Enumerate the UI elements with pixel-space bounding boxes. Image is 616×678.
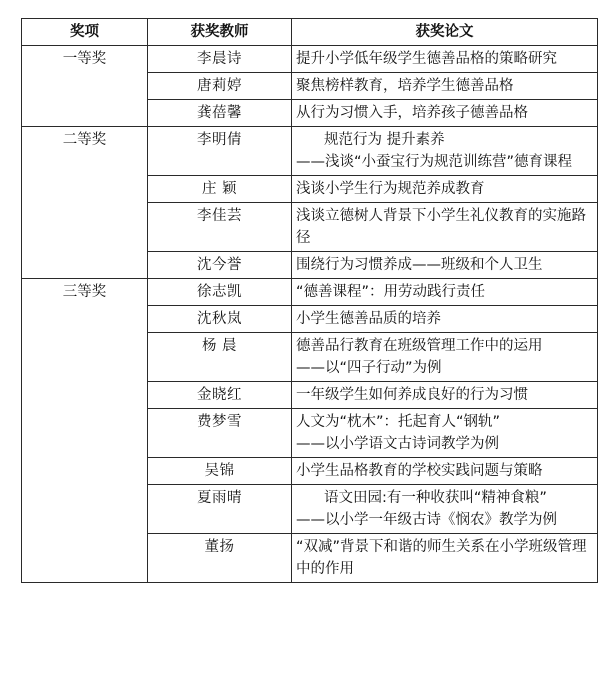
- paper-title-line: 规范行为 提升素养: [324, 132, 445, 148]
- header-paper: 获奖论文: [292, 19, 598, 46]
- header-award: 奖项: [22, 19, 148, 46]
- paper-title-line: “德善课程”：用劳动践行责任: [296, 284, 486, 300]
- paper-cell: [292, 100, 598, 127]
- paper-title-line: 人文为“枕木”：托起育人“钢轨”: [296, 414, 501, 430]
- award-level-cell: 三等奖: [22, 279, 148, 583]
- paper-cell: [292, 203, 598, 252]
- paper-cell: [292, 127, 598, 176]
- teacher-cell: 庄 颖: [148, 176, 292, 203]
- paper-cell: [292, 458, 598, 485]
- paper-title-line: ——以小学语文古诗词教学为例: [296, 436, 499, 452]
- teacher-cell: 董扬: [148, 534, 292, 583]
- award-level-cell: 一等奖: [22, 46, 148, 127]
- teacher-cell: 李佳芸: [148, 203, 292, 252]
- paper-title-line: 小学生品格教育的学校实践问题与策略: [296, 463, 543, 479]
- teacher-cell: 沈今誉: [148, 252, 292, 279]
- paper-cell: [292, 409, 598, 458]
- paper-title-line: ——浅谈“小蚕宝行为规范训练营”德育课程: [296, 154, 573, 170]
- header-teacher: 获奖教师: [148, 19, 292, 46]
- teacher-cell: 李明倩: [148, 127, 292, 176]
- paper-title-line: 德善品行教育在班级管理工作中的运用: [296, 338, 543, 354]
- award-table-body: [22, 46, 598, 583]
- teacher-cell: 沈秋岚: [148, 306, 292, 333]
- paper-title-line: ——以小学一年级古诗《悯农》教学为例: [296, 512, 557, 528]
- paper-cell: [292, 252, 598, 279]
- table-row: [22, 127, 598, 176]
- table-row: [22, 279, 598, 306]
- paper-cell: [292, 46, 598, 73]
- teacher-cell: 龚蓓馨: [148, 100, 292, 127]
- header-row: [22, 19, 598, 46]
- teacher-cell: 夏雨晴: [148, 485, 292, 534]
- teacher-cell: 徐志凯: [148, 279, 292, 306]
- paper-title-line: ——以“四子行动”为例: [296, 360, 442, 376]
- paper-title-line: 一年级学生如何养成良好的行为习惯: [296, 387, 528, 403]
- paper-cell: [292, 73, 598, 100]
- teacher-cell: 吴锦: [148, 458, 292, 485]
- paper-title-line: 语文田园:有一种收获叫“精神食粮”: [324, 490, 547, 506]
- teacher-cell: 杨 晨: [148, 333, 292, 382]
- paper-cell: [292, 382, 598, 409]
- paper-cell: [292, 279, 598, 306]
- paper-title-line: 围绕行为习惯养成——班级和个人卫生: [296, 257, 543, 273]
- paper-title-line: 浅谈小学生行为规范养成教育: [296, 181, 485, 197]
- table-row: [22, 46, 598, 73]
- teacher-cell: 费梦雪: [148, 409, 292, 458]
- teacher-cell: 唐莉婷: [148, 73, 292, 100]
- teacher-cell: 金晓红: [148, 382, 292, 409]
- paper-cell: [292, 333, 598, 382]
- paper-cell: [292, 485, 598, 534]
- paper-title-line: 浅谈立德树人背景下小学生礼仪教育的实施路径: [296, 208, 586, 246]
- paper-cell: [292, 306, 598, 333]
- paper-cell: [292, 534, 598, 583]
- paper-title-line: 小学生德善品质的培养: [296, 311, 441, 327]
- award-level-cell: 二等奖: [22, 127, 148, 279]
- paper-title-line: 从行为习惯入手，培养孩子德善品格: [296, 105, 528, 121]
- paper-cell: [292, 176, 598, 203]
- paper-title-line: 聚焦榜样教育，培养学生德善品格: [296, 78, 514, 94]
- paper-title-line: 提升小学低年级学生德善品格的策略研究: [296, 51, 557, 67]
- teacher-cell: 李晨诗: [148, 46, 292, 73]
- award-table: [21, 18, 598, 583]
- paper-title-line: “双减”背景下和谐的师生关系在小学班级管理中的作用: [296, 539, 587, 577]
